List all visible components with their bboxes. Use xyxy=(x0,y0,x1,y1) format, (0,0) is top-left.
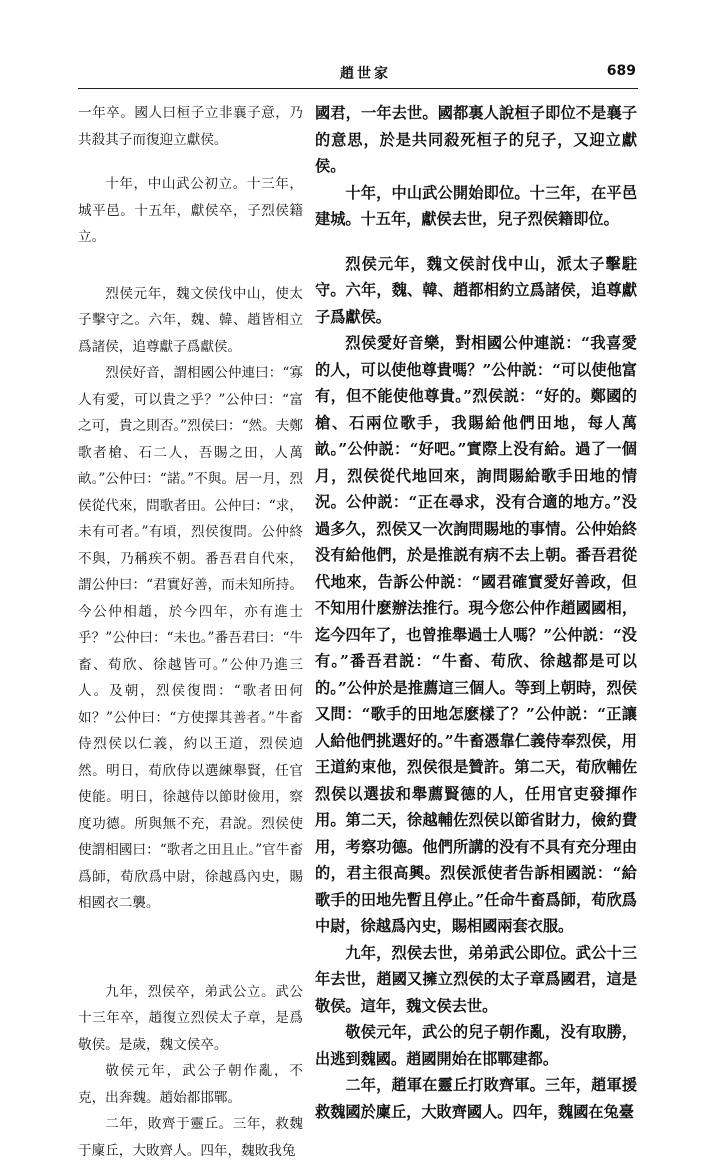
classical-paragraph: 烈侯好音，謂相國公仲連曰：“寡人有愛，可以貴之乎？”公仲曰：“富之可，貴之則否。”烈侯曰：“然。夫鄭歌者槍、石二人，吾賜之田，人萬畝。”公仲曰：“諾。”不與。居一月，烈侯從代來，問歌者田。公仲曰：“求，未有可者。”有頃，烈侯復問。公仲終不與，乃稱疾不朝。番吾君自代來，謂公仲曰：“君實好善，而未知所持。今公仲相趙，於今四年，亦有進士乎？”公仲曰：“未也。”番吾君曰：“牛畜、荀欣、徐越皆可。”公仲乃進三人。及朝，烈侯復問：“歌者田何如？”公仲曰：“方使擇其善者。”牛畜侍烈侯以仁義，約以王道，烈侯逌然。明日，荀欣侍以選練舉賢，任官使能。明日，徐越侍以節財儉用，察度功德。所與無不充，君說。烈侯使使謂相國曰：“歌者之田且止。”官牛畜爲師，荀欣爲中尉，徐越爲內史，賜相國衣二襲。 xyxy=(78,365,303,911)
translation-paragraph: 二年，趙軍在靈丘打敗齊軍。三年，趙軍援救魏國於廩丘，大敗齊國人。四年，魏國在兔臺 xyxy=(315,1076,637,1121)
translation-column xyxy=(315,100,637,1125)
translation-paragraph: 敬侯元年，武公的兒子朝作亂，没有取勝，出逃到魏國。趙國開始在邯鄲建都。 xyxy=(315,1023,637,1068)
translation-paragraph: 十年，中山武公開始即位。十三年，在平邑建城。十五年，獻侯去世，兒子烈侯籍即位。 xyxy=(315,183,637,228)
classical-paragraph: 敬侯元年，武公子朝作亂，不克，出奔魏。趙始都邯鄲。 xyxy=(78,1063,303,1106)
classical-paragraph: 烈侯元年，魏文侯伐中山，使太子擊守之。六年，魏、韓、趙皆相立爲諸侯，追尊獻子爲獻侯。 xyxy=(78,285,303,355)
page-header xyxy=(78,63,634,87)
classical-paragraph: 二年，敗齊于靈丘。三年，救魏于廩丘，大敗齊人。四年，魏敗我兔 xyxy=(78,1116,303,1159)
classical-paragraph: 九年，烈侯卒，弟武公立。武公十三年卒，趙復立烈侯太子章，是爲敬侯。是歲，魏文侯卒。 xyxy=(78,983,303,1053)
translation-paragraph: 九年，烈侯去世，弟弟武公即位。武公十三年去世，趙國又擁立烈侯的太子章爲國君，這是敬侯。這年，魏文侯去世。 xyxy=(315,943,637,1015)
translation-paragraph: 烈侯元年，魏文侯討伐中山，派太子擊駐守。六年，魏、韓、趙都相約立爲諸侯，追尊獻子爲獻侯。 xyxy=(315,254,637,326)
classical-paragraph: 一年卒。國人曰桓子立非襄子意，乃共殺其子而復迎立獻侯。 xyxy=(78,105,303,148)
classical-paragraph: 十年，中山武公初立。十三年，城平邑。十五年，獻侯卒，子烈侯籍立。 xyxy=(78,176,303,245)
page-number: 689 xyxy=(606,63,636,79)
classical-text-column xyxy=(78,100,303,1164)
translation-paragraph: 國君，一年去世。國都裏人說桓子即位不是襄子的意思，於是共同殺死桓子的兒子，又迎立獻侯。 xyxy=(315,104,637,175)
running-title: 趙世家 xyxy=(340,66,391,82)
translation-paragraph: 烈侯愛好音樂，對相國公仲連説：“我喜愛的人，可以使他尊貴嗎？”公仲説：“可以使他富有，但不能使他尊貴。”烈侯説：“好的。鄭國的槍、石兩位歌手，我賜給他們田地，每人萬畝。”公仲説：“好吧。”實際上没有給。過了一個月，烈侯從代地回來，詢問賜給歌手田地的情況。公仲説：“正在尋求，没有合適的地方。”没過多久，烈侯又一次詢問賜地的事情。公仲始終没有給他們，於是推説有病不去上朝。番吾君從代地來，告訴公仲説：“國君確實愛好善政，但不知用什麽辦法推行。現今您公仲作趙國國相，迄今四年了，也曾推舉過士人嗎？”公仲説：“没有。”番吾君説：“牛畜、荀欣、徐越都是可以的。”公仲於是推薦這三個人。等到上朝時，烈侯又問：“歌手的田地怎麽樣了？”公仲説：“正讓人給他們挑選好的。”牛畜憑靠仁義侍奉烈侯，用王道約束他，烈侯很是贊許。第二天，荀欣輔佐烈侯以選拔和舉薦賢德的人，任用官吏發揮作用。第二天，徐越輔佐烈侯以節省財力，儉約費用，考察功德。他們所講的没有不具有充分理由的，君主很高興。烈侯派使者告訴相國説：“給歌手的田地先暫且停止。”任命牛畜爲師，荀欣爲中尉，徐越爲內史，賜相國兩套衣服。 xyxy=(315,334,637,935)
header-rule xyxy=(78,88,638,89)
